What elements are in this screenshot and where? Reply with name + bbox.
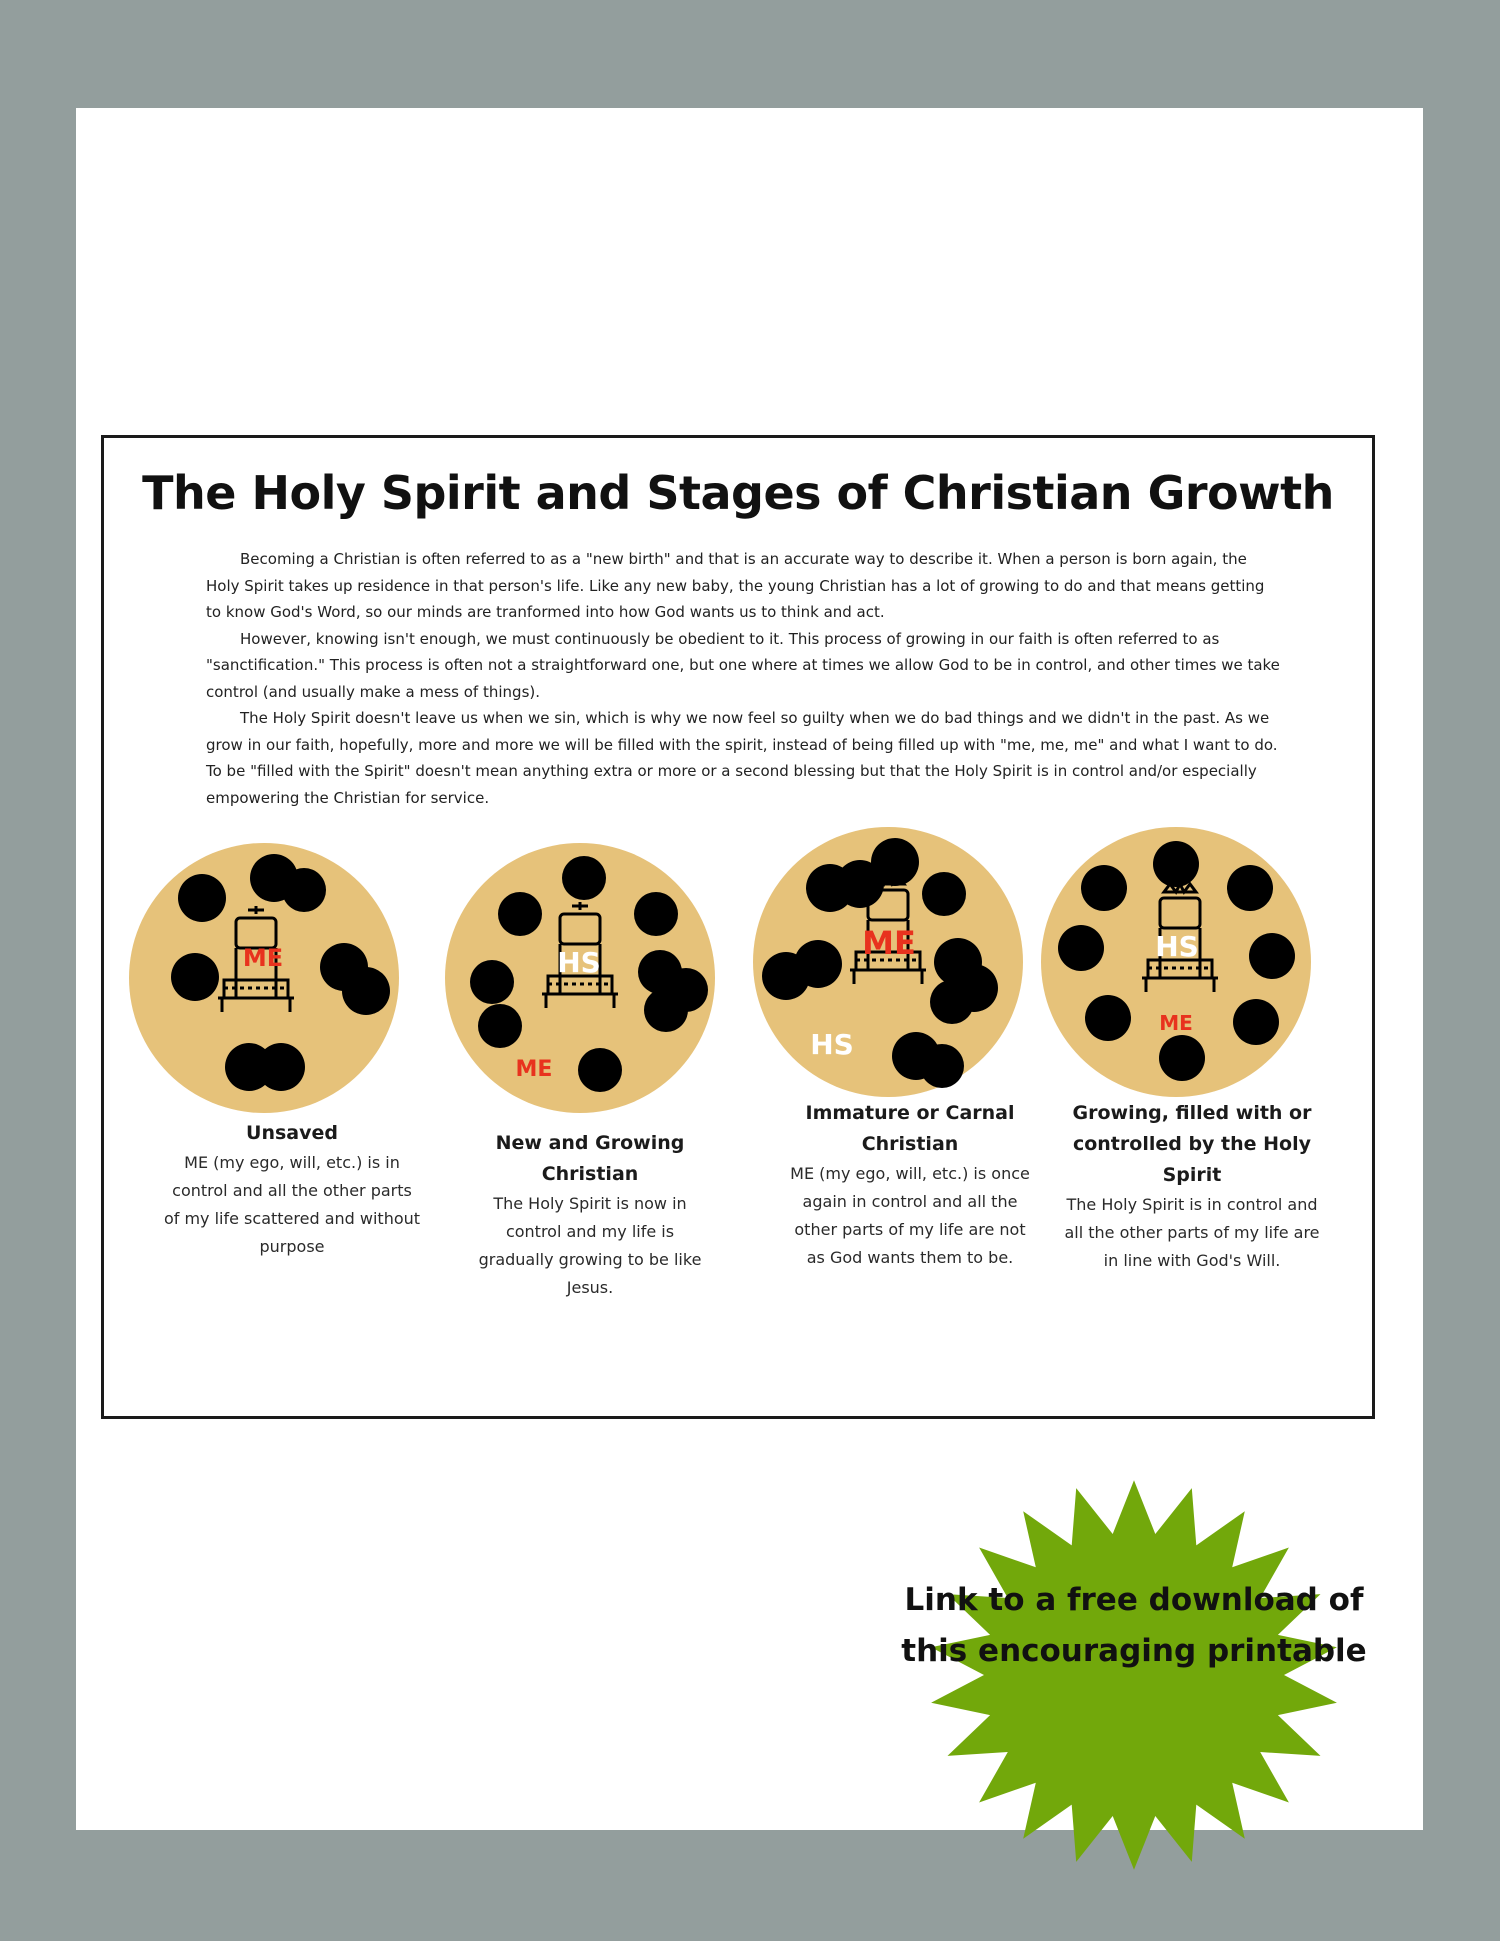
intro-paragraph-3: The Holy Spirit doesn't leave us when we sin, which is why we now feel so guilty when we do bad things and we didn't in the past. As we grow in our faith, hopefully, more and more we will be filled with the spirit, instead of being filled up with "me, me, me" and what I want to do. To be "filled with the Spirit" doesn't mean anything extra or more or a second blessing but that the Holy Spirit is in control and/or especially empowering the Christian for service. [206, 709, 1278, 807]
stage-description: The Holy Spirit is in control and all the other parts of my life are in line with God's Will. [1064, 1195, 1320, 1270]
throne-label: HS [1155, 930, 1199, 963]
extra-label: HS [810, 1028, 854, 1061]
intro-paragraph-2: However, knowing isn't enough, we must continuously be obedient to it. This process of growing in our faith is often referred to as "sanctification." This process is often not a straightforward one, but one where at times we allow God to be in control, and other times we take control (and usually make a mess of things). [206, 629, 1280, 701]
stage-unsaved-text [162, 1118, 422, 1261]
stage-title: Immature or Carnal Christian [805, 1102, 1015, 1155]
stage-title: Growing, filled with or controlled by the Holy Spirit [1072, 1102, 1312, 1186]
stage-spirit-filled-text [1062, 1098, 1322, 1275]
stage-carnal-diagram [752, 826, 1024, 1098]
intro-text [206, 546, 1281, 811]
throne-label: ME [242, 944, 284, 972]
download-link-badge[interactable] [878, 1475, 1390, 1875]
stage-description: ME (my ego, will, etc.) is in control and all the other parts of my life scattered and without purpose [163, 1153, 421, 1256]
stage-spirit-filled-diagram [1040, 826, 1312, 1098]
extra-label: ME [1159, 1011, 1193, 1035]
stage-title: Unsaved [246, 1122, 338, 1144]
download-link-text[interactable]: Link to a free download of this encouraging printable [901, 1582, 1367, 1669]
stage-unsaved-diagram [128, 842, 400, 1114]
intro-paragraph-1: Becoming a Christian is often referred to as a "new birth" and that is an accurate way to describe it. When a person is born again, the Holy Spirit takes up residence in that person's life. Like any new baby, the young Christian has a lot of growing to do and that means getting to know God's Word, so our minds are tranformed into how God wants us to think and act. [206, 550, 1265, 621]
extra-label: ME [515, 1057, 553, 1082]
stage-description: The Holy Spirit is now in control and my life is gradually growing to be like Jesus. [478, 1194, 702, 1297]
throne-label: ME [862, 924, 916, 962]
stage-carnal-text [790, 1098, 1030, 1272]
stage-title: New and Growing Christian [495, 1132, 685, 1185]
stage-new-growing-text [470, 1128, 710, 1302]
stage-new-growing-diagram [444, 842, 716, 1114]
throne-label: HS [557, 946, 601, 979]
stage-description: ME (my ego, will, etc.) is once again in control and all the other parts of my life are not as God wants them to be. [790, 1164, 1030, 1267]
page-title: The Holy Spirit and Stages of Christian Growth [142, 466, 1334, 520]
